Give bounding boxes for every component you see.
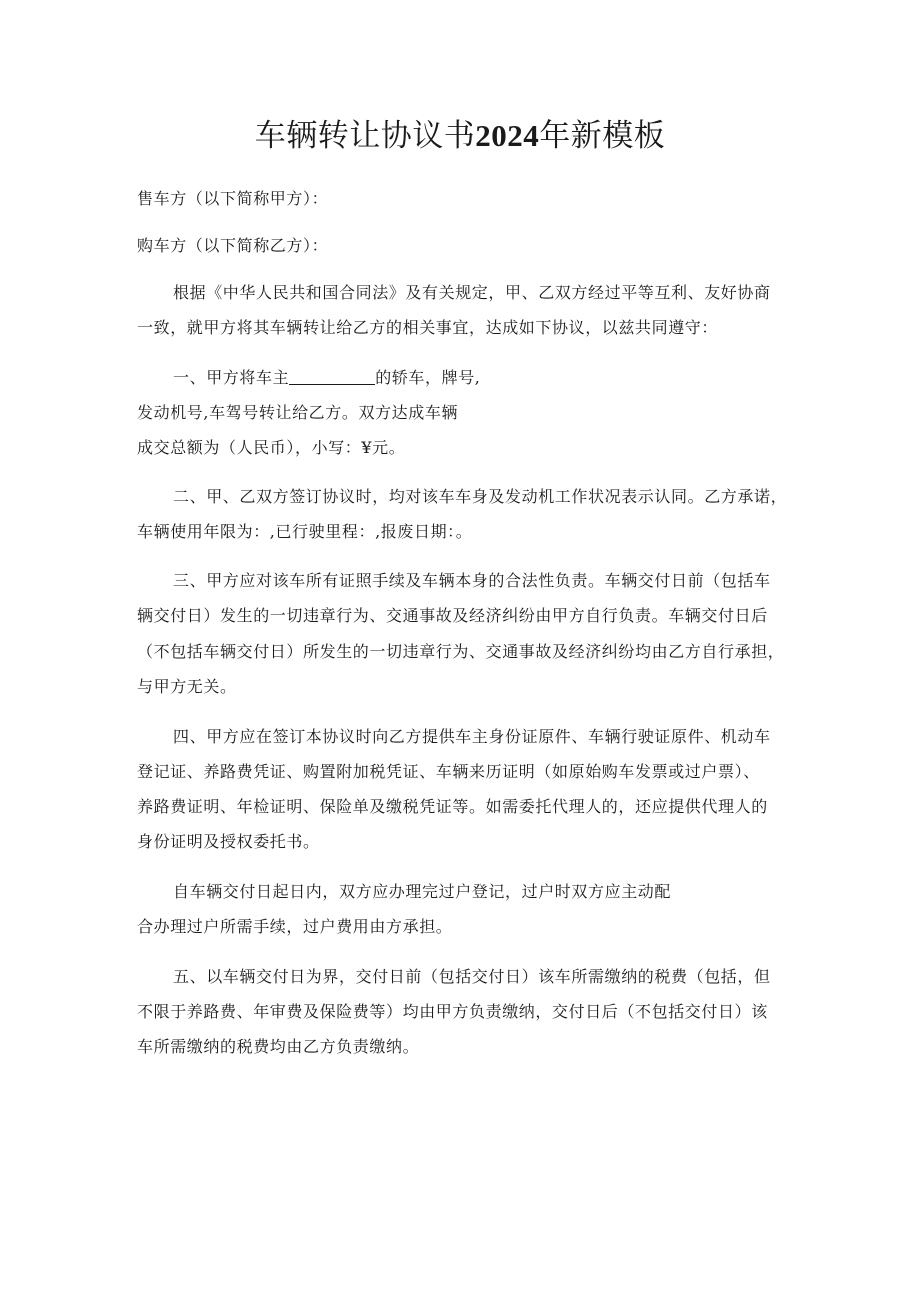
clause2-line-2: 车辆使用年限为：,已行驶里程：,报废日期：。 <box>137 522 473 541</box>
clause4-line-3: 养路费证明、年检证明、保险单及缴税凭证等。如需委托代理人的，还应提供代理人的 <box>137 797 768 816</box>
transfer-line-1: 自车辆交付日起日内，双方应办理完过户登记，过户时双方应主动配 <box>173 882 672 901</box>
intro-line-2: 一致，就甲方将其车辆转让给乙方的相关事宜，达成如下协议，以兹共同遵守： <box>137 318 719 337</box>
transfer-line-2: 合办理过户所需手续，过户费用由方承担。 <box>137 917 453 936</box>
clause4-line-1: 四、甲方应在签订本协议时向乙方提供车主身份证原件、车辆行驶证原件、机动车 <box>173 727 771 746</box>
clause1-line-2: 发动机号,车驾号转让给乙方。双方达成车辆 <box>137 403 459 422</box>
clause5-line-1: 五、以车辆交付日为界，交付日前（包括交付日）该车所需缴纳的税费（包括，但 <box>173 967 771 986</box>
title-year: 2024 <box>475 118 540 153</box>
owner-name-blank <box>289 368 375 385</box>
title-suffix: 年新模板 <box>539 118 666 154</box>
clause2-line-1: 二、甲、乙双方签订协议时，均对该车车身及发动机工作状况表示认同。乙方承诺， <box>173 487 788 506</box>
clause3-line-2: 辆交付日）发生的一切违章行为、交通事故及经济纠纷由甲方自行负责。车辆交付日后 <box>137 606 768 625</box>
clause3-line-3: （不包括车辆交付日）所发生的一切违章行为、交通事故及经济纠纷均由乙方自行承担， <box>137 642 785 661</box>
clause1-line-3: 成交总额为（人民币），小写：¥元。 <box>137 438 406 457</box>
clause3-line-4: 与甲方无关。 <box>137 677 237 696</box>
clause4-line-2: 登记证、养路费凭证、购置附加税凭证、车辆来历证明（如原始购车发票或过户票）、 <box>137 762 760 781</box>
seller-line: 售车方（以下简称甲方）： <box>137 189 329 208</box>
document-title <box>0 112 920 160</box>
title-text: 车辆转让协议书 <box>254 118 476 154</box>
clause1-line-1 <box>173 366 481 390</box>
clause3-line-1: 三、甲方应对该车所有证照手续及车辆本身的合法性负责。车辆交付日前（包括车 <box>173 571 771 590</box>
buyer-line: 购车方（以下简称乙方）： <box>137 236 329 255</box>
clause4-line-4: 身份证明及授权委托书。 <box>137 832 320 851</box>
clause1-text-post: 的轿车，牌号, <box>375 368 481 387</box>
clause5-line-2: 不限于养路费、年审费及保险费等）均由甲方负责缴纳，交付日后（不包括交付日）该 <box>137 1002 768 1021</box>
clause5-line-3: 车所需缴纳的税费均由乙方负责缴纳。 <box>137 1037 420 1056</box>
clause1-text-pre: 一、甲方将车主 <box>173 368 290 387</box>
intro-line-1: 根据《中华人民共和国合同法》及有关规定，甲、乙双方经过平等互利、友好协商 <box>173 283 771 302</box>
